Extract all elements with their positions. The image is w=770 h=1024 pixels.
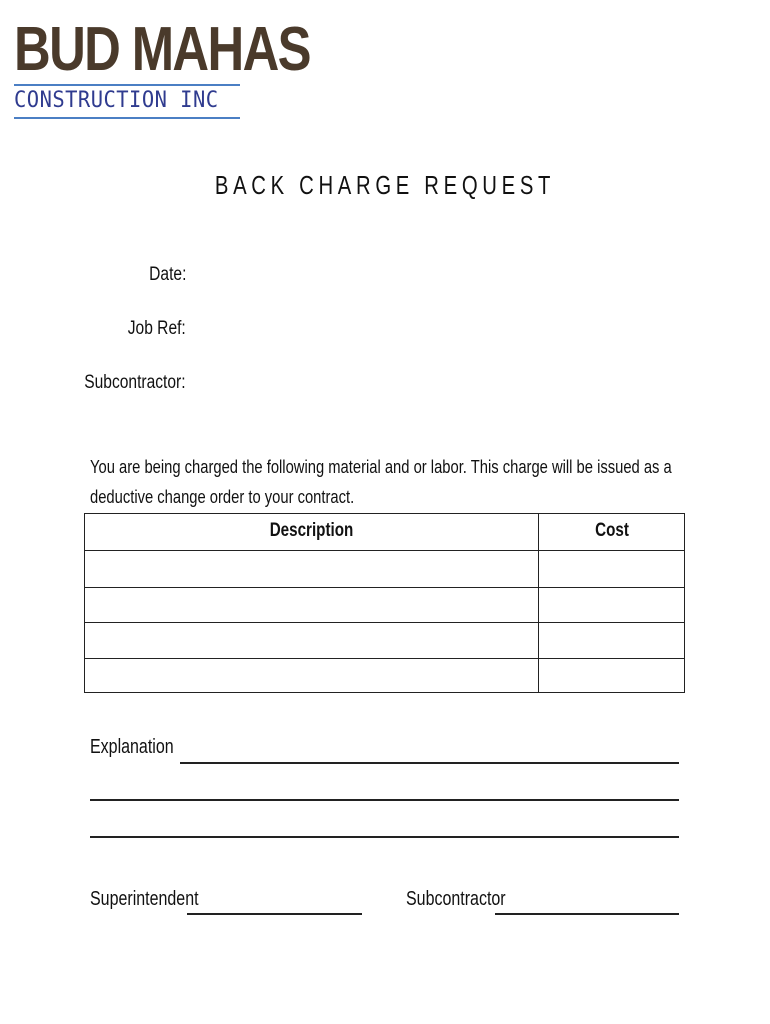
subcontractor-signature-line[interactable] xyxy=(495,913,679,915)
explanation-line-2[interactable] xyxy=(90,799,679,801)
job-ref-label: Job Ref: xyxy=(127,318,186,339)
logo-top-rule xyxy=(14,84,240,86)
explanation-line-3[interactable] xyxy=(90,836,679,838)
table-row[interactable] xyxy=(85,623,684,658)
description-column-header: Description xyxy=(269,520,354,541)
table-row[interactable] xyxy=(85,659,684,692)
cost-column-header: Cost xyxy=(595,520,629,541)
logo-company-subtitle: CONSTRUCTION INC xyxy=(14,88,219,113)
intro-paragraph: You are being charged the following material and or labor. This charge will be issued as a deductive change order to your contract. xyxy=(90,457,672,507)
charges-table xyxy=(84,513,685,693)
table-row[interactable] xyxy=(85,588,684,623)
superintendent-signature-line[interactable] xyxy=(187,913,362,915)
page-title: BACK CHARGE REQUEST xyxy=(214,170,556,200)
explanation-label: Explanation xyxy=(90,736,174,758)
table-row[interactable] xyxy=(85,551,684,587)
logo-bottom-rule xyxy=(14,117,240,119)
logo-company-name: BUD MAHAS xyxy=(14,15,310,84)
explanation-line-1[interactable] xyxy=(180,762,679,764)
date-label: Date: xyxy=(148,264,186,285)
superintendent-label: Superintendent xyxy=(90,888,199,910)
subcontractor-field-label: Subcontractor: xyxy=(84,372,186,393)
subcontractor-signature-label: Subcontractor xyxy=(406,888,506,910)
